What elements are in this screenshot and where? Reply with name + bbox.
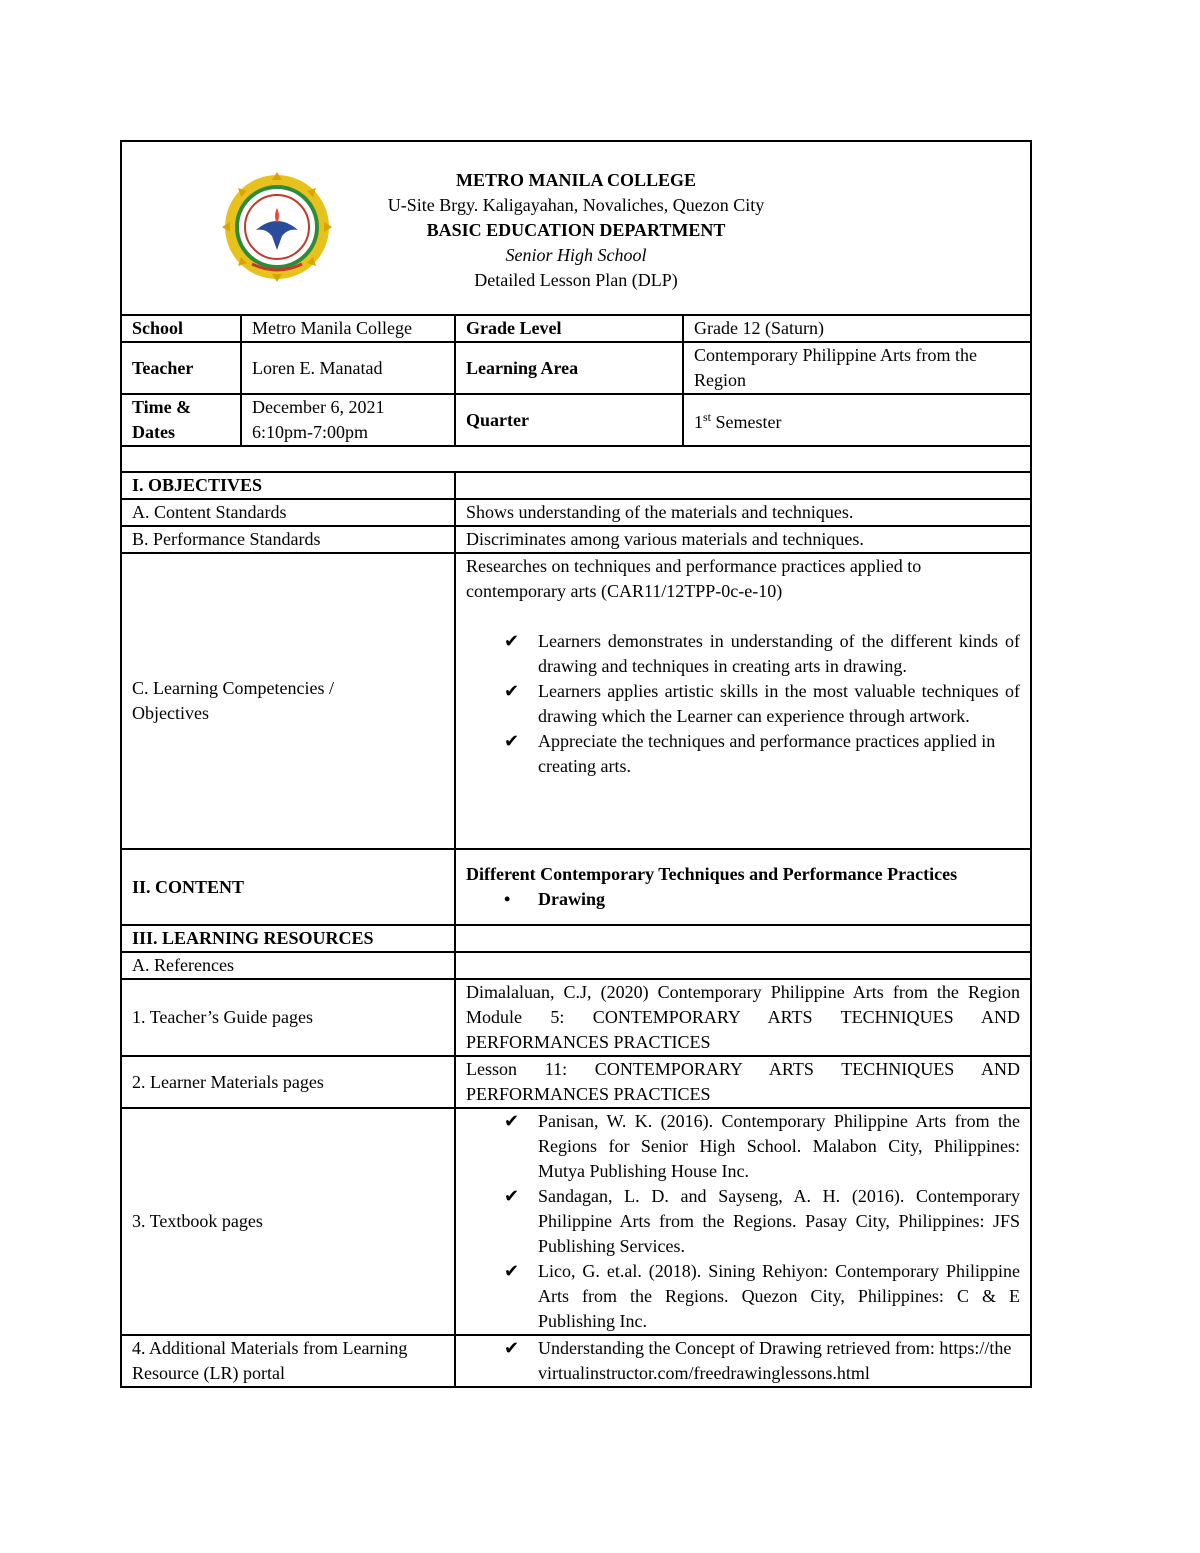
- content-label: II. CONTENT: [121, 849, 455, 925]
- quarter-value: [683, 394, 1031, 446]
- quarter-num: 1: [694, 412, 703, 432]
- check-icon: ✔: [504, 731, 520, 751]
- quarter-sup: st: [703, 410, 712, 424]
- list-item: [504, 1184, 1020, 1259]
- check-icon: ✔: [504, 1111, 520, 1131]
- level: Senior High School: [505, 245, 647, 265]
- school-name: METRO MANILA COLLEGE: [455, 170, 697, 190]
- time-label: Time & Dates: [121, 394, 241, 446]
- content-item-text: Drawing: [538, 889, 605, 909]
- competencies-list: [466, 629, 1020, 779]
- lesson-plan-page: [120, 140, 1030, 1388]
- quarter-rest: Semester: [711, 412, 782, 432]
- grade-value: Grade 12 (Saturn): [683, 315, 1031, 342]
- learner-materials-label: 2. Learner Materials pages: [121, 1056, 455, 1108]
- list-item: [504, 729, 1020, 779]
- check-icon: ✔: [504, 1186, 520, 1206]
- resources-heading: III. LEARNING RESOURCES: [121, 925, 455, 952]
- textbook-text: Sandagan, L. D. and Sayseng, A. H. (2016). Contemporary Philippine Arts from the Regions. Pasay City, Philippines: JFS Publishing Services.: [538, 1186, 1020, 1256]
- date-value: December 6, 2021: [252, 397, 385, 417]
- area-value: Contemporary Philippine Arts from the Region: [683, 342, 1031, 394]
- list-item: [504, 1109, 1020, 1184]
- area-label: Learning Area: [455, 342, 683, 394]
- content-standards-value: Shows understanding of the materials and techniques.: [455, 499, 1031, 526]
- content-list: [466, 887, 1020, 912]
- list-item: [504, 1336, 1020, 1386]
- check-icon: ✔: [504, 681, 520, 701]
- lesson-plan-table: [120, 140, 1032, 1388]
- teachers-guide-label: 1. Teacher’s Guide pages: [121, 979, 455, 1056]
- list-item: [504, 629, 1020, 679]
- list-item: [504, 679, 1020, 729]
- content-title: Different Contemporary Techniques and Performance Practices: [466, 864, 958, 884]
- resources-heading-blank: [455, 925, 1031, 952]
- textbook-text: Panisan, W. K. (2016). Contemporary Philippine Arts from the Regions for Senior High School. Malabon City, Philippines: Mutya Publishing House Inc.: [538, 1111, 1020, 1181]
- additional-list: [466, 1336, 1020, 1386]
- check-icon: ✔: [504, 631, 520, 651]
- time-date-value: [241, 394, 455, 446]
- learner-materials-value: Lesson 11: CONTEMPORARY ARTS TECHNIQUES AND PERFORMANCES PRACTICES: [455, 1056, 1031, 1108]
- competency-text: Learners demonstrates in understanding of the different kinds of drawing and techniques in creating arts in drawing.: [538, 631, 1020, 676]
- competencies-value: [455, 553, 1031, 849]
- textbook-value: [455, 1108, 1031, 1335]
- textbook-label: 3. Textbook pages: [121, 1108, 455, 1335]
- quarter-label: Quarter: [455, 394, 683, 446]
- competencies-intro: Researches on techniques and performance practices applied to contemporary arts (CAR11/12TPP-0c-e-10): [466, 556, 922, 601]
- check-icon: ✔: [504, 1338, 520, 1358]
- textbook-list: [466, 1109, 1020, 1334]
- performance-standards-label: B. Performance Standards: [121, 526, 455, 553]
- time-value: 6:10pm-7:00pm: [252, 422, 368, 442]
- content-standards-label: A. Content Standards: [121, 499, 455, 526]
- grade-label: Grade Level: [455, 315, 683, 342]
- school-address: U-Site Brgy. Kaligayahan, Novaliches, Quezon City: [387, 195, 765, 215]
- list-item: [504, 887, 1020, 912]
- teacher-value: Loren E. Manatad: [241, 342, 455, 394]
- department: BASIC EDUCATION DEPARTMENT: [426, 220, 726, 240]
- teacher-label: Teacher: [121, 342, 241, 394]
- check-icon: ✔: [504, 1261, 520, 1281]
- additional-text: Understanding the Concept of Drawing retrieved from: https://thevirtualinstructor.com/freedrawinglessons.html: [538, 1338, 1012, 1383]
- additional-materials-label-text: 4. Additional Materials from Learning Resource (LR) portal: [132, 1338, 408, 1383]
- additional-materials-label: [121, 1335, 455, 1387]
- school-label: School: [121, 315, 241, 342]
- list-item: [504, 1259, 1020, 1334]
- header-cell: [121, 141, 1031, 315]
- competency-text: Appreciate the techniques and performance practices applied in creating arts.: [538, 731, 996, 776]
- competencies-label-text: C. Learning Competencies / Objectives: [132, 678, 334, 723]
- school-value: Metro Manila College: [241, 315, 455, 342]
- objectives-heading-blank: [455, 472, 1031, 499]
- spacer-row: [121, 446, 1031, 472]
- document-title: Detailed Lesson Plan (DLP): [474, 270, 678, 290]
- textbook-text: Lico, G. et.al. (2018). Sining Rehiyon: Contemporary Philippine Arts from the Regions. Quezon City, Philippines: C & E Publishing Inc.: [538, 1261, 1020, 1331]
- content-value: [455, 849, 1031, 925]
- teachers-guide-value: Dimalaluan, C.J, (2020) Contemporary Philippine Arts from the Region Module 5: CONTEMPORARY ARTS TECHNIQUES AND PERFORMANCES PRACTICES: [455, 979, 1031, 1056]
- competency-text: Learners applies artistic skills in the most valuable techniques of drawing which the Learner can experience through artwork.: [538, 681, 1020, 726]
- references-label: A. References: [121, 952, 455, 979]
- performance-standards-value: Discriminates among various materials and techniques.: [455, 526, 1031, 553]
- bullet-icon: •: [504, 889, 511, 909]
- objectives-heading: I. OBJECTIVES: [121, 472, 455, 499]
- additional-materials-value: [455, 1335, 1031, 1387]
- references-blank: [455, 952, 1031, 979]
- competencies-label: [121, 553, 455, 849]
